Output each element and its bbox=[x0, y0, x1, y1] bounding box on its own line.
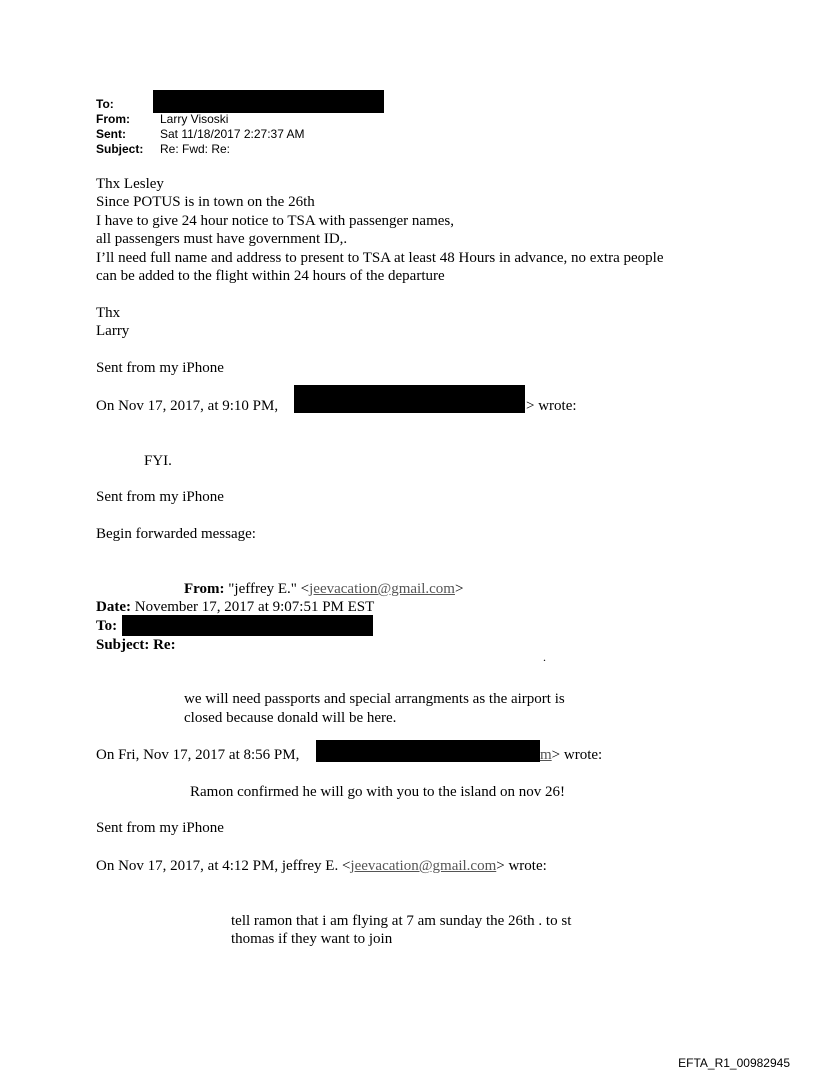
quote1-sent-from: Sent from my iPhone bbox=[96, 489, 224, 505]
fwd-from-email-link[interactable]: jeevacation@gmail.com bbox=[309, 581, 455, 597]
header-from-value: Larry Visoski bbox=[160, 112, 229, 126]
redaction-quote1-sender bbox=[294, 385, 525, 413]
stray-dot: . bbox=[543, 650, 546, 664]
fwd-from-close: > bbox=[454, 581, 464, 597]
body-line: I have to give 24 hour notice to TSA with passenger names, bbox=[96, 213, 454, 229]
bates-number: EFTA_R1_00982945 bbox=[678, 1056, 790, 1070]
quote2-wrote: > wrote: bbox=[551, 747, 603, 763]
quote1-text: FYI. bbox=[144, 453, 172, 469]
header-from-label: From: bbox=[96, 112, 130, 126]
header-sent-label: Sent: bbox=[96, 127, 126, 141]
body-name: Larry bbox=[96, 323, 130, 339]
body-line: I’ll need full name and address to present to TSA at least 48 Hours in advance, no extra people bbox=[96, 250, 664, 266]
fwd-date-label: Date: bbox=[96, 599, 131, 615]
forwarded-message-label: Begin forwarded message: bbox=[96, 526, 256, 542]
redaction-quote2-sender bbox=[316, 740, 540, 762]
quote3-intro-row bbox=[96, 857, 547, 875]
header-subject-row bbox=[96, 142, 230, 156]
redaction-fwd-to bbox=[122, 615, 373, 636]
header-sent-value: Sat 11/18/2017 2:27:37 AM bbox=[160, 127, 305, 141]
quote2-text: Ramon confirmed he will go with you to the island on nov 26! bbox=[190, 784, 565, 800]
body-signoff: Thx bbox=[96, 305, 121, 321]
quote3-wrote: > wrote: bbox=[496, 858, 547, 874]
quote2-tail bbox=[540, 746, 602, 764]
header-from-row bbox=[96, 112, 228, 126]
header-to-row bbox=[96, 97, 160, 111]
fwd-from-row bbox=[184, 580, 463, 598]
header-subject-value: Re: Fwd: Re: bbox=[160, 142, 231, 156]
header-sent-row bbox=[96, 127, 305, 141]
quote2-sent-from: Sent from my iPhone bbox=[96, 820, 224, 836]
fwd-from-name: "jeffrey E." < bbox=[228, 581, 310, 597]
quote3-body-line: thomas if they want to join bbox=[231, 931, 393, 947]
quote1-intro: On Nov 17, 2017, at 9:10 PM, bbox=[96, 398, 279, 414]
header-subject-label: Subject: bbox=[96, 142, 144, 156]
fwd-to-row bbox=[96, 617, 117, 635]
fwd-to-label: To: bbox=[96, 618, 118, 634]
header-to-label: To: bbox=[96, 97, 114, 111]
body-line: Since POTUS is in town on the 26th bbox=[96, 194, 315, 210]
fwd-subject-label: Subject: Re: bbox=[96, 637, 176, 653]
body-line: all passengers must have government ID,. bbox=[96, 231, 348, 247]
quote1-wrote: > wrote: bbox=[526, 398, 577, 414]
redaction-to bbox=[153, 90, 384, 113]
quote3-body-line: tell ramon that i am flying at 7 am sunday the 26th . to st bbox=[231, 913, 572, 929]
fwd-subject-row bbox=[96, 636, 176, 654]
body-line: Thx Lesley bbox=[96, 176, 164, 192]
quote2-intro: On Fri, Nov 17, 2017 at 8:56 PM, bbox=[96, 747, 300, 763]
fwd-from-label: From: bbox=[184, 581, 225, 597]
fwd-date-row bbox=[96, 598, 374, 616]
fwd-body-line: closed because donald will be here. bbox=[184, 710, 397, 726]
quote2-email-tail-link[interactable]: m bbox=[540, 747, 552, 763]
fwd-body-line: we will need passports and special arrangments as the airport is bbox=[184, 691, 565, 707]
quote3-email-link[interactable]: jeevacation@gmail.com bbox=[350, 858, 497, 874]
quote3-intro: On Nov 17, 2017, at 4:12 PM, jeffrey E. < bbox=[96, 858, 351, 874]
sent-from-iphone: Sent from my iPhone bbox=[96, 360, 224, 376]
fwd-date-value: November 17, 2017 at 9:07:51 PM EST bbox=[134, 599, 375, 615]
body-line: can be added to the flight within 24 hours of the departure bbox=[96, 268, 445, 284]
